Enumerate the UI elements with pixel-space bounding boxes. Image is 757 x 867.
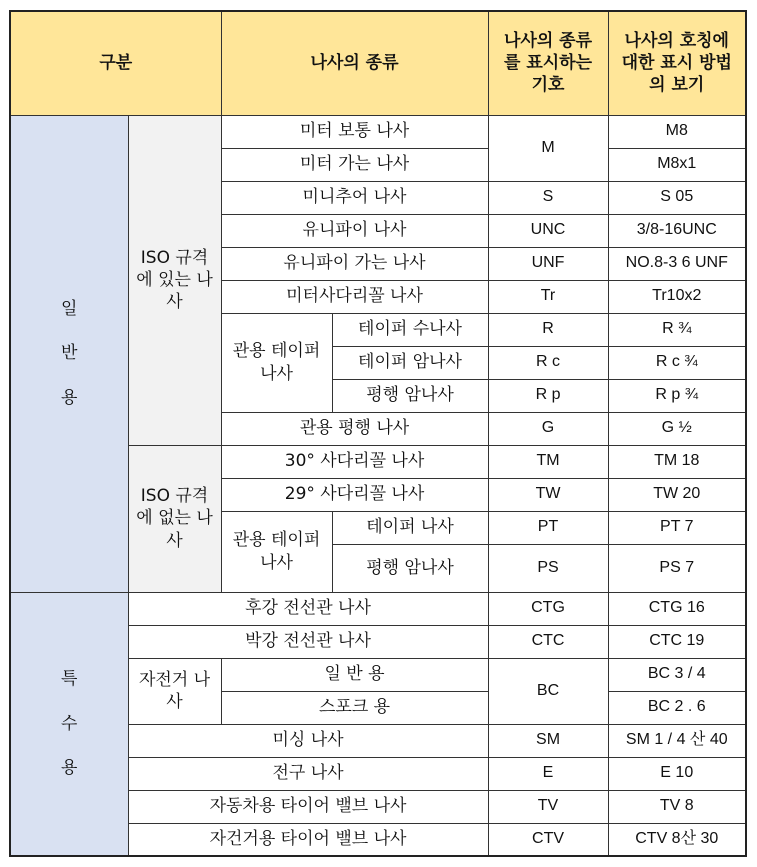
row-example: TV 8 [608,790,746,823]
row-example: R ¾ [608,313,746,346]
row-example: NO.8-3 6 UNF [608,247,746,280]
header-type: 나사의 종류 [221,11,488,115]
row-example: TW 20 [608,478,746,511]
row-symbol: TV [488,790,608,823]
row-example: 3/8-16UNC [608,214,746,247]
row-example: Tr10x2 [608,280,746,313]
row-symbol: TM [488,445,608,478]
row-example: BC 2 . 6 [608,691,746,724]
row-example: M8x1 [608,148,746,181]
header-symbol: 나사의 종류를 표시하는 기호 [488,11,608,115]
row-name: 일 반 용 [221,658,488,691]
row-name: 후강 전선관 나사 [128,592,488,625]
row-symbol: S [488,181,608,214]
row-name: 유니파이 가는 나사 [221,247,488,280]
group-special: 특 수 용 [10,592,128,856]
group-pipe-taper-2: 관용 테이퍼 나사 [221,511,332,592]
row-symbol: PT [488,511,608,544]
row-symbol: CTG [488,592,608,625]
screw-thread-table [9,10,747,857]
row-symbol: UNF [488,247,608,280]
row-name: 미터사다리꼴 나사 [221,280,488,313]
row-symbol: M [488,115,608,181]
row-example: R p ¾ [608,379,746,412]
row-name: 전구 나사 [128,757,488,790]
row-symbol: R [488,313,608,346]
row-example: CTG 16 [608,592,746,625]
row-symbol: G [488,412,608,445]
row-name: 테이퍼 나사 [332,511,488,544]
row-name: 평행 암나사 [332,379,488,412]
row-symbol: PS [488,544,608,592]
row-name: 미싱 나사 [128,724,488,757]
row-example: BC 3 / 4 [608,658,746,691]
row-name: 박강 전선관 나사 [128,625,488,658]
row-symbol: Tr [488,280,608,313]
row-name: 관용 평행 나사 [221,412,488,445]
row-example: PS 7 [608,544,746,592]
row-example: CTC 19 [608,625,746,658]
row-name: 29° 사다리꼴 나사 [221,478,488,511]
row-example: PT 7 [608,511,746,544]
row-example: M8 [608,115,746,148]
row-example: CTV 8산 30 [608,823,746,856]
row-symbol: E [488,757,608,790]
group-non-iso: ISO 규격에 없는 나사 [128,445,221,592]
row-symbol: BC [488,658,608,724]
row-name: 미니추어 나사 [221,181,488,214]
row-example: TM 18 [608,445,746,478]
row-name: 미터 가는 나사 [221,148,488,181]
group-iso: ISO 규격에 있는 나사 [128,115,221,445]
row-name: 테이퍼 수나사 [332,313,488,346]
row-name: 테이퍼 암나사 [332,346,488,379]
row-name: 자건거용 타이어 밸브 나사 [128,823,488,856]
row-symbol: R c [488,346,608,379]
row-name: 미터 보통 나사 [221,115,488,148]
row-name: 스포크 용 [221,691,488,724]
row-example: S 05 [608,181,746,214]
row-example: G ½ [608,412,746,445]
row-symbol: CTV [488,823,608,856]
group-bicycle: 자전거 나사 [128,658,221,724]
row-symbol: TW [488,478,608,511]
row-example: E 10 [608,757,746,790]
row-symbol: SM [488,724,608,757]
header-example: 나사의 호칭에 대한 표시 방법의 보기 [608,11,746,115]
row-example: SM 1 / 4 산 40 [608,724,746,757]
row-symbol: UNC [488,214,608,247]
row-name: 30° 사다리꼴 나사 [221,445,488,478]
row-example: R c ¾ [608,346,746,379]
header-category: 구분 [10,11,221,115]
group-pipe-taper: 관용 테이퍼 나사 [221,313,332,412]
row-name: 유니파이 나사 [221,214,488,247]
row-name: 평행 암나사 [332,544,488,592]
row-name: 자동차용 타이어 밸브 나사 [128,790,488,823]
row-symbol: CTC [488,625,608,658]
row-symbol: R p [488,379,608,412]
group-general: 일 반 용 [10,115,128,592]
